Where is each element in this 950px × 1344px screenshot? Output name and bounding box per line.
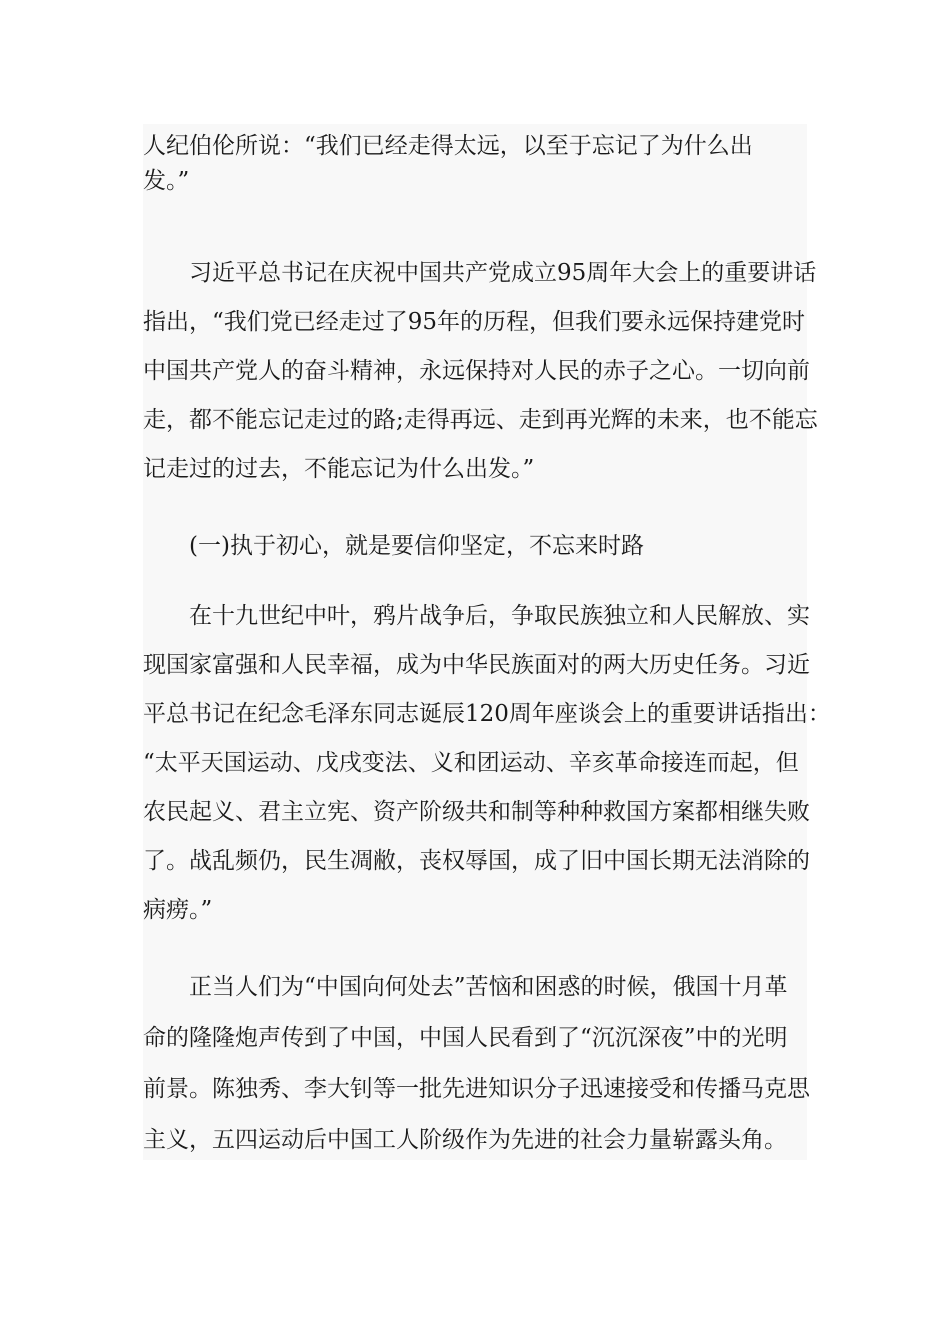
text-line: 农民起义、君主立宪、资产阶级共和制等种种救国方案都相继失败 bbox=[143, 799, 810, 825]
text-line: 记走过的过去，不能忘记为什么出发。” bbox=[143, 456, 535, 482]
paragraph-95th-anniversary bbox=[143, 249, 818, 494]
text-line: 中国共产党人的奋斗精神，永远保持对人民的赤子之心。一切向前 bbox=[143, 358, 810, 384]
text-line: 现国家富强和人民幸福，成为中华民族面对的两大历史任务。习近 bbox=[143, 652, 810, 678]
paragraph-october-revolution bbox=[143, 962, 810, 1166]
text-line: 在十九世纪中叶，鸦片战争后，争取民族独立和人民解放、实 bbox=[189, 603, 810, 629]
text-line: 人纪伯伦所说：“我们已经走得太远，以至于忘记了为什么出 bbox=[143, 133, 753, 159]
text-line: 指出，“我们党已经走过了95年的历程，但我们要永远保持建党时 bbox=[143, 309, 806, 335]
paragraph-opium-war bbox=[143, 592, 831, 935]
text-line: 主义，五四运动后中国工人阶级作为先进的社会力量崭露头角。 bbox=[143, 1127, 787, 1153]
text-line: 发。” bbox=[143, 168, 190, 194]
text-line: 正当人们为“中国向何处去”苦恼和困惑的时候，俄国十月革 bbox=[189, 974, 788, 1000]
text-line: 习近平总书记在庆祝中国共产党成立95周年大会上的重要讲话 bbox=[189, 260, 817, 286]
text-line: 了。战乱频仍，民生凋敝，丧权辱国，成了旧中国长期无法消除的 bbox=[143, 848, 810, 874]
text-line: 平总书记在纪念毛泽东同志诞辰120周年座谈会上的重要讲话指出： bbox=[143, 701, 831, 727]
section-heading bbox=[143, 524, 644, 569]
text-line: 前景。陈独秀、李大钊等一批先进知识分子迅速接受和传播马克思 bbox=[143, 1076, 810, 1102]
text-line: (一)执于初心，就是要信仰坚定，不忘来时路 bbox=[189, 533, 644, 559]
text-line: 病痨。” bbox=[143, 897, 213, 923]
paragraph-quote-gibran bbox=[143, 129, 753, 199]
document-page bbox=[143, 124, 831, 1160]
text-line: 走，都不能忘记走过的路;走得再远、走到再光辉的未来，也不能忘 bbox=[143, 407, 818, 433]
text-line: 命的隆隆炮声传到了中国，中国人民看到了“沉沉深夜”中的光明 bbox=[143, 1025, 788, 1051]
text-line: “太平天国运动、戊戌变法、义和团运动、辛亥革命接连而起，但 bbox=[143, 750, 799, 776]
